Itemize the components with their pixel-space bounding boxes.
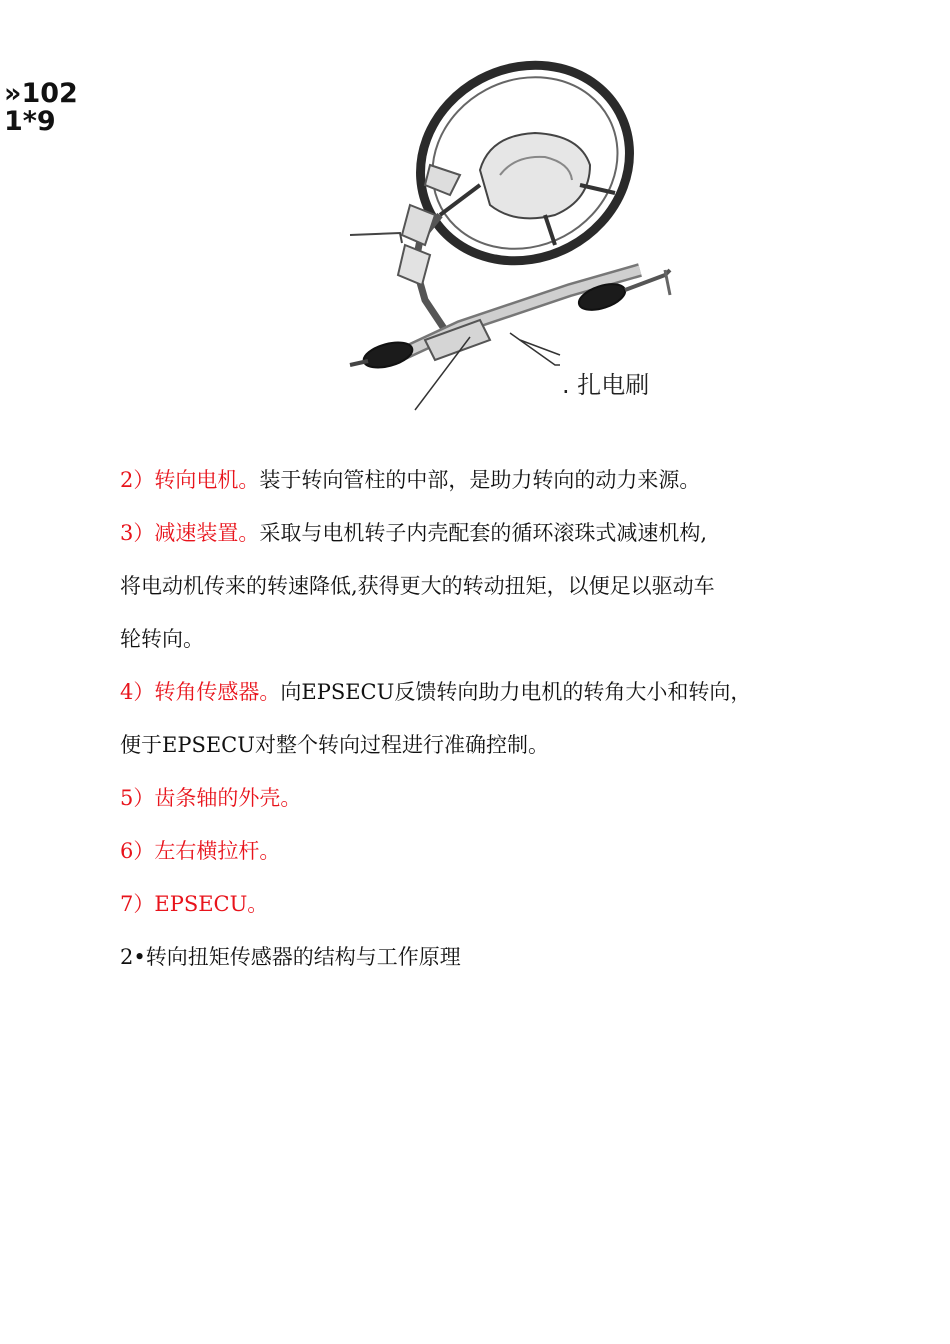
item-4 [120,666,840,719]
item-5: 5）齿条轴的外壳。 [120,786,302,810]
corner-line-2: 1*9 [4,106,56,137]
steering-system-figure [340,65,700,420]
item-3-continuation-1: 将电动机传来的转速降低,获得更大的转动扭矩，以便足以驱动车 [120,574,715,598]
figure-caption: . 扎电刷 [562,371,650,399]
item-3-text: 采取与电机转子内壳配套的循环滚珠式减速机构, [259,521,708,545]
item-7: 7）EPSECU。 [120,892,269,916]
document-body [120,454,840,984]
item-6: 6）左右横拉杆。 [120,839,281,863]
item-2-heading: 2）转向电机。 [120,468,260,492]
item-4-text: 向EPSECU反馈转向助力电机的转角大小和转向， [280,680,752,704]
section-heading: 2•转向扭矩传感器的结构与工作原理 [120,945,461,969]
item-4-heading: 4）转角传感器。 [120,680,281,704]
item-4-continuation: 便于EPSECU对整个转向过程进行准确控制。 [120,733,549,757]
item-3-heading: 3）减速装置。 [120,521,260,545]
corner-line-1: »102 [4,78,78,109]
page-number-fragment [4,78,114,137]
item-2 [120,454,840,507]
item-2-text: 装于转向管柱的中部，是助力转向的动力来源。 [259,468,701,492]
item-3 [120,507,840,560]
item-3-continuation-2: 轮转向。 [120,627,204,651]
